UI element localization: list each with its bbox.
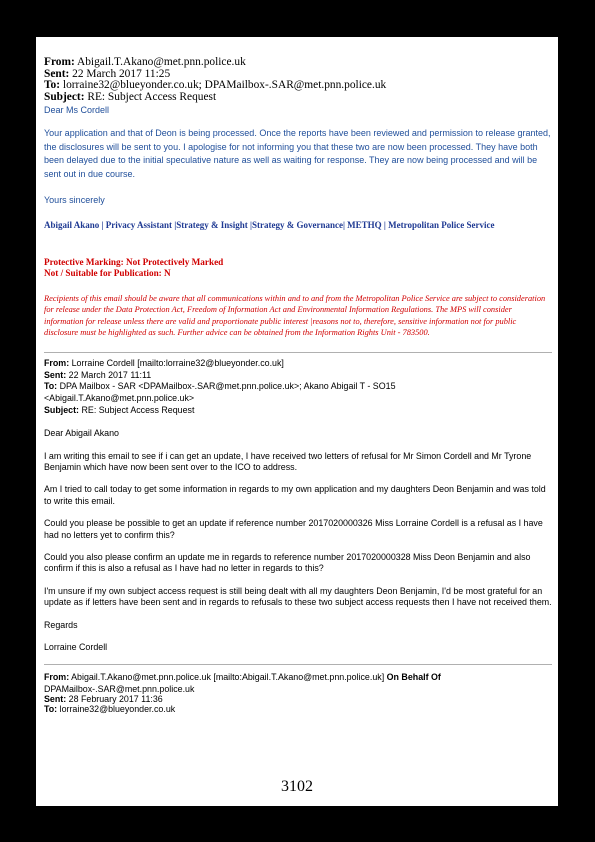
to-label: To: bbox=[44, 703, 58, 714]
email1-closing: Yours sincerely bbox=[44, 195, 105, 206]
separator-1 bbox=[44, 352, 552, 353]
email-disclaimer: Recipients of this email should be aware that all communications within and to and from the Metropolitan Police Service are subject to consideration for release under the Data Protection Act, Freedom of Information Act and Environmental Information Regulations. The MPS will consider information for release unless there are valid and proportionate public interest |reasons not to, therefore, sensitive information not for public disclosure must be highlighted as such. Further advice can be obtained from the Information Rights Unit - 783500. bbox=[44, 293, 546, 337]
from-label: From: bbox=[44, 56, 75, 68]
email2-regards: Regards bbox=[44, 619, 78, 630]
from-value: Lorraine Cordell [mailto:lorraine32@blueyonder.co.uk] bbox=[71, 358, 284, 369]
page-number: 3102 bbox=[281, 778, 313, 795]
sent-value: 28 February 2017 11:36 bbox=[68, 693, 163, 704]
email1-header bbox=[44, 57, 552, 103]
sent-value: 22 March 2017 11:25 bbox=[72, 67, 171, 80]
from-value: Abigail.T.Akano@met.pnn.police.uk [mailto:Abigail.T.Akano@met.pnn.police.uk] bbox=[71, 672, 385, 683]
email2-from-line bbox=[44, 358, 552, 370]
sent-label: Sent: bbox=[44, 693, 67, 704]
email3-from-line bbox=[44, 672, 552, 684]
email2-header bbox=[44, 358, 552, 416]
to-label: To: bbox=[44, 381, 58, 392]
document-page bbox=[36, 37, 558, 806]
email3-header bbox=[44, 672, 552, 715]
to-value: lorraine32@blueyonder.co.uk; DPAMailbox-.SAR@met.pnn.police.uk bbox=[62, 79, 387, 91]
from-value: Abigail.T.Akano@met.pnn.police.uk bbox=[77, 56, 246, 68]
email2-paragraph-5: I'm unsure if my own subject access request is still being dealt with all my daughters Deon Benjamin, I'd be most grateful for an update as if letters have been sent and in regards to refusals to these two subject access requests then I have not received them. bbox=[44, 585, 552, 608]
email1-signature: Abigail Akano | Privacy Assistant |Strategy & Insight |Strategy & Governance| METHQ | Metropolitan Police Service bbox=[44, 220, 495, 231]
from-label: From: bbox=[44, 672, 70, 683]
publication-marking: Not / Suitable for Publication: N bbox=[44, 268, 171, 279]
behalf-value: DPAMailbox-.SAR@met.pnn.police.uk bbox=[44, 683, 195, 694]
email2-name: Lorraine Cordell bbox=[44, 641, 108, 652]
email2-paragraph-2: Am I tried to call today to get some information in regards to my own application and my daughters Deon Benjamin and was told to write this email. bbox=[44, 484, 546, 506]
sent-value: 22 March 2017 11:11 bbox=[68, 369, 152, 380]
email2-paragraph-4: Could you also please confirm an update me in regards to reference number 2017020000328 Miss Deon Benjamin and also confirm if this is also a refusal as I have had no letter in regards to this? bbox=[44, 551, 531, 574]
subject-label: Subject: bbox=[44, 404, 80, 415]
email2-subject-line bbox=[44, 405, 552, 417]
email1-body: Your application and that of Deon is being processed. Once the reports have been reviewed and permission to release granted, the disclosures will be sent to you. I apologise for not informing you that these two are now been processed. They have both been delayed due to the initial speculative nature as well as waiting for response. They are now being processed and will be sent out in due course. bbox=[44, 128, 551, 179]
protective-marking: Protective Marking: Not Protectively Marked bbox=[44, 256, 224, 267]
email1-salutation: Dear Ms Cordell bbox=[44, 105, 110, 115]
email1-subject-line bbox=[44, 92, 552, 104]
email3-sent-line bbox=[44, 694, 552, 704]
to-label: To: bbox=[44, 79, 61, 91]
subject-value: RE: Subject Access Request bbox=[87, 90, 217, 103]
from-label: From: bbox=[44, 358, 70, 369]
to-value: lorraine32@blueyonder.co.uk bbox=[59, 703, 176, 714]
subject-label: Subject: bbox=[44, 90, 85, 103]
on-behalf-of-label: On Behalf Of bbox=[386, 672, 441, 683]
email2-salutation: Dear Abigail Akano bbox=[44, 428, 119, 439]
separator-2 bbox=[44, 664, 552, 665]
email2-paragraph-1: I am writing this email to see if i can get an update, I have received two letters of refusal for Mr Simon Cordell and Mr Tyrone Benjamin which have now been sent over to the ICO to address. bbox=[44, 450, 532, 472]
to-value: DPA Mailbox - SAR <DPAMailbox-.SAR@met.pnn.police.uk>; Akano Abigail T - SO15 <Abigail.T.Akano@met.pnn.police.uk> bbox=[44, 381, 396, 403]
email2-to-line bbox=[44, 381, 552, 404]
email3-behalf-line bbox=[44, 684, 552, 694]
sent-label: Sent: bbox=[44, 67, 70, 80]
email2-paragraph-3: Could you please be possible to get an update if reference number 2017020000326 Miss Lorraine Cordell is a refusal as I have had no letters yet to confirm this? bbox=[44, 518, 543, 540]
email2-sent-line bbox=[44, 370, 552, 382]
email3-to-line bbox=[44, 704, 552, 715]
subject-value: RE: Subject Access Request bbox=[81, 404, 195, 415]
sent-label: Sent: bbox=[44, 369, 67, 380]
